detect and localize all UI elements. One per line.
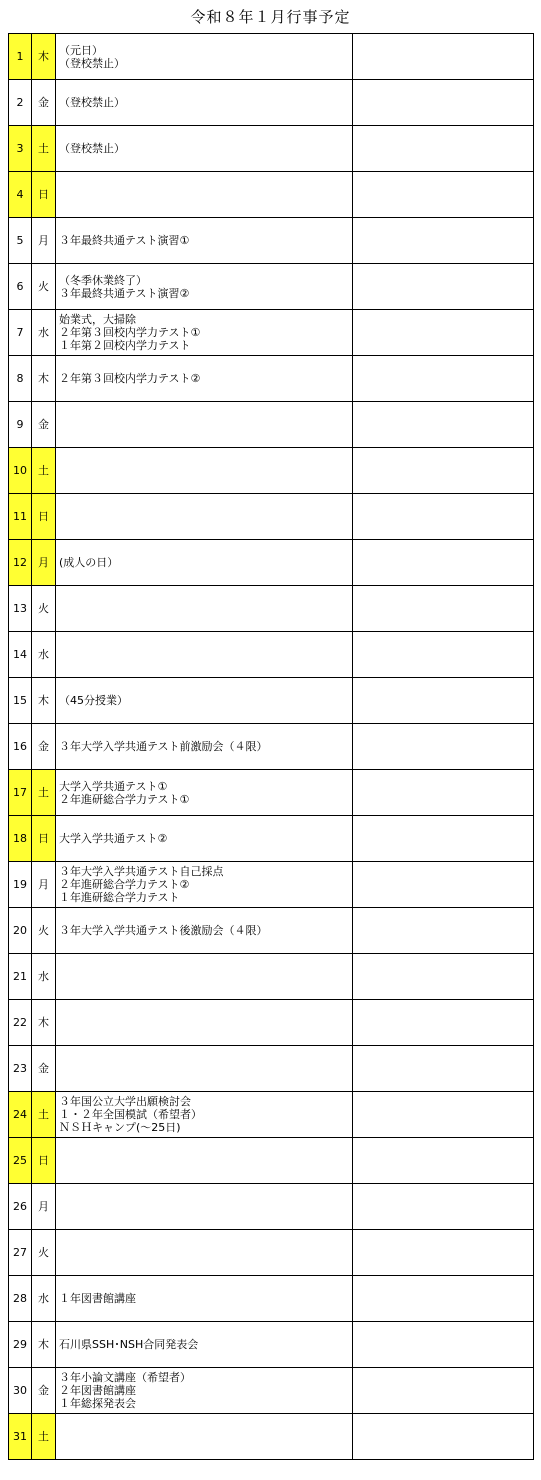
weekday-cell: 木 [32,1000,56,1046]
weekday-cell: 金 [32,1368,56,1414]
weekday-cell: 金 [32,402,56,448]
table-row [9,126,534,172]
table-row [9,1092,534,1138]
weekday-cell: 火 [32,908,56,954]
table-row [9,1184,534,1230]
event-cell: ３年大学入学共通テスト自己採点 ２年進研総合学力テスト② １年進研総合学力テスト [56,862,353,908]
day-cell: 8 [9,356,32,402]
note-cell [353,448,534,494]
note-cell [353,954,534,1000]
event-cell: （冬季休業終了） ３年最終共通テスト演習② [56,264,353,310]
event-cell: （登校禁止） [56,80,353,126]
day-cell: 19 [9,862,32,908]
event-cell: ３年最終共通テスト演習① [56,218,353,264]
day-cell: 11 [9,494,32,540]
note-cell [353,1000,534,1046]
weekday-cell: 木 [32,1322,56,1368]
weekday-cell: 土 [32,448,56,494]
note-cell [353,632,534,678]
note-cell [353,816,534,862]
weekday-cell: 金 [32,724,56,770]
table-row [9,356,534,402]
weekday-cell: 水 [32,310,56,356]
weekday-cell: 水 [32,632,56,678]
table-row [9,540,534,586]
day-cell: 29 [9,1322,32,1368]
note-cell [353,1184,534,1230]
table-row [9,1322,534,1368]
note-cell [353,540,534,586]
table-row [9,172,534,218]
table-row [9,770,534,816]
weekday-cell: 日 [32,816,56,862]
note-cell [353,1230,534,1276]
event-cell: 始業式，大掃除 ２年第３回校内学力テスト① １年第２回校内学力テスト [56,310,353,356]
weekday-cell: 金 [32,80,56,126]
event-cell [56,448,353,494]
day-cell: 17 [9,770,32,816]
day-cell: 25 [9,1138,32,1184]
event-cell [56,1138,353,1184]
day-cell: 22 [9,1000,32,1046]
weekday-cell: 日 [32,494,56,540]
day-cell: 16 [9,724,32,770]
note-cell [353,1092,534,1138]
table-row [9,954,534,1000]
event-cell: 石川県SSH･NSH合同発表会 [56,1322,353,1368]
table-row [9,1368,534,1414]
table-row [9,310,534,356]
event-cell: (成人の日） [56,540,353,586]
note-cell [353,310,534,356]
table-row [9,448,534,494]
note-cell [353,678,534,724]
note-cell [353,724,534,770]
table-row [9,816,534,862]
day-cell: 2 [9,80,32,126]
event-cell [56,172,353,218]
weekday-cell: 月 [32,540,56,586]
event-cell: （45分授業） [56,678,353,724]
event-cell [56,1230,353,1276]
weekday-cell: 木 [32,34,56,80]
day-cell: 5 [9,218,32,264]
note-cell [353,126,534,172]
event-cell [56,632,353,678]
weekday-cell: 金 [32,1046,56,1092]
table-row [9,1276,534,1322]
day-cell: 21 [9,954,32,1000]
table-row [9,1000,534,1046]
note-cell [353,1414,534,1460]
note-cell [353,356,534,402]
event-cell: ３年大学入学共通テスト前激励会（４限） [56,724,353,770]
day-cell: 27 [9,1230,32,1276]
day-cell: 28 [9,1276,32,1322]
weekday-cell: 月 [32,862,56,908]
note-cell [353,172,534,218]
weekday-cell: 土 [32,770,56,816]
event-cell [56,402,353,448]
event-cell: （元日） （登校禁止） [56,34,353,80]
day-cell: 26 [9,1184,32,1230]
event-cell: ３年国公立大学出願検討会 １・２年全国模試（希望者） ＮＳＨキャンプ(～25日) [56,1092,353,1138]
day-cell: 7 [9,310,32,356]
weekday-cell: 日 [32,172,56,218]
weekday-cell: 水 [32,1276,56,1322]
event-cell: ３年小論文講座（希望者） ２年図書館講座 １年総探発表会 [56,1368,353,1414]
day-cell: 23 [9,1046,32,1092]
note-cell [353,862,534,908]
note-cell [353,264,534,310]
note-cell [353,80,534,126]
table-row [9,908,534,954]
day-cell: 9 [9,402,32,448]
day-cell: 30 [9,1368,32,1414]
table-row [9,1414,534,1460]
event-cell: 大学入学共通テスト② [56,816,353,862]
day-cell: 1 [9,34,32,80]
note-cell [353,1046,534,1092]
day-cell: 6 [9,264,32,310]
note-cell [353,1322,534,1368]
weekday-cell: 月 [32,1184,56,1230]
note-cell [353,402,534,448]
note-cell [353,1276,534,1322]
weekday-cell: 木 [32,356,56,402]
table-row [9,678,534,724]
note-cell [353,770,534,816]
note-cell [353,908,534,954]
day-cell: 10 [9,448,32,494]
note-cell [353,1368,534,1414]
schedule-body [9,34,534,1460]
event-cell [56,1046,353,1092]
event-cell [56,1184,353,1230]
event-cell [56,1414,353,1460]
event-cell [56,586,353,632]
event-cell: ２年第３回校内学力テスト② [56,356,353,402]
page-title: 令和８年１月行事予定 [190,8,351,26]
weekday-cell: 木 [32,678,56,724]
day-cell: 31 [9,1414,32,1460]
table-row [9,494,534,540]
weekday-cell: 日 [32,1138,56,1184]
note-cell [353,218,534,264]
weekday-cell: 水 [32,954,56,1000]
weekday-cell: 土 [32,1414,56,1460]
table-row [9,402,534,448]
table-row [9,724,534,770]
table-row [9,586,534,632]
table-row [9,264,534,310]
table-row [9,1230,534,1276]
event-cell [56,1000,353,1046]
weekday-cell: 火 [32,264,56,310]
weekday-cell: 火 [32,1230,56,1276]
event-cell: ３年大学入学共通テスト後激励会（４限） [56,908,353,954]
table-row [9,80,534,126]
day-cell: 18 [9,816,32,862]
note-cell [353,34,534,80]
event-cell: 大学入学共通テスト① ２年進研総合学力テスト① [56,770,353,816]
event-cell: （登校禁止） [56,126,353,172]
event-cell [56,954,353,1000]
table-row [9,218,534,264]
table-row [9,632,534,678]
day-cell: 4 [9,172,32,218]
note-cell [353,1138,534,1184]
note-cell [353,586,534,632]
table-row [9,34,534,80]
note-cell [353,494,534,540]
weekday-cell: 土 [32,126,56,172]
schedule-table [8,33,534,1460]
weekday-cell: 月 [32,218,56,264]
weekday-cell: 土 [32,1092,56,1138]
day-cell: 24 [9,1092,32,1138]
day-cell: 3 [9,126,32,172]
day-cell: 14 [9,632,32,678]
day-cell: 15 [9,678,32,724]
event-cell [56,494,353,540]
day-cell: 12 [9,540,32,586]
day-cell: 13 [9,586,32,632]
table-row [9,1046,534,1092]
table-row [9,1138,534,1184]
day-cell: 20 [9,908,32,954]
event-cell: １年図書館講座 [56,1276,353,1322]
table-row [9,862,534,908]
weekday-cell: 火 [32,586,56,632]
